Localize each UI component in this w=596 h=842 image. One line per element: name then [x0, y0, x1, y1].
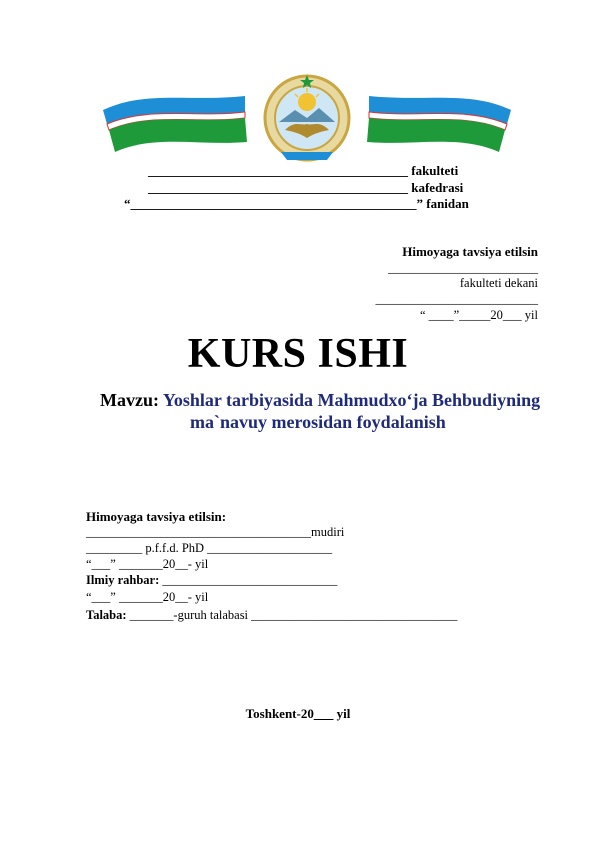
date-line-1: “___” _______20__- yil	[86, 557, 209, 571]
student-blank: _______-guruh talabasi _________________________________	[129, 608, 458, 622]
advisor-line	[86, 573, 337, 588]
document-title: KURS ISHI	[187, 331, 409, 377]
approval-date: “ ____”_____20___ yil	[419, 308, 538, 322]
footer-city-year	[0, 706, 596, 722]
faculty-line: ________________________________________ fakulteti	[148, 163, 459, 178]
footer-city: Toshkent-20	[245, 706, 314, 721]
advisor-blank: ____________________________	[162, 573, 338, 587]
approval-heading: Himoyaga tavsiya etilsin	[402, 244, 538, 259]
department-line: ________________________________________ kafedrasi	[148, 180, 464, 195]
topic-text-1: Yoshlar tarbiyasida Mahmudxo‘ja Behbudiyning	[162, 390, 541, 410]
student-label: Talaba:	[86, 608, 127, 622]
topic-label: Mavzu:	[100, 390, 159, 410]
dean-label: fakulteti dekani	[459, 276, 538, 290]
footer-year-label: yil	[333, 706, 351, 721]
phd-line: _________ p.f.f.d. PhD ____________________	[86, 541, 333, 555]
lower-approval-heading: Himoyaga tavsiya etilsin:	[86, 509, 227, 524]
dean-name-line: __________________________	[375, 292, 538, 306]
advisor-label: Ilmiy rahbar:	[86, 573, 160, 587]
emblem-icon	[95, 72, 519, 162]
date-line-2: “___” _______20__- yil	[86, 590, 209, 604]
footer-year-blank: ___	[313, 706, 334, 721]
student-line	[86, 608, 457, 623]
subject-line: “____________________________________________” fanidan	[124, 196, 469, 211]
approval-signature-line: ________________________	[388, 261, 538, 275]
topic-line-2: ma`navuy merosidan foydalanish	[190, 412, 446, 432]
state-emblem-banner	[95, 72, 519, 162]
department-head-line: ____________________________________mudiri	[86, 525, 345, 539]
topic-line-1	[100, 390, 540, 411]
